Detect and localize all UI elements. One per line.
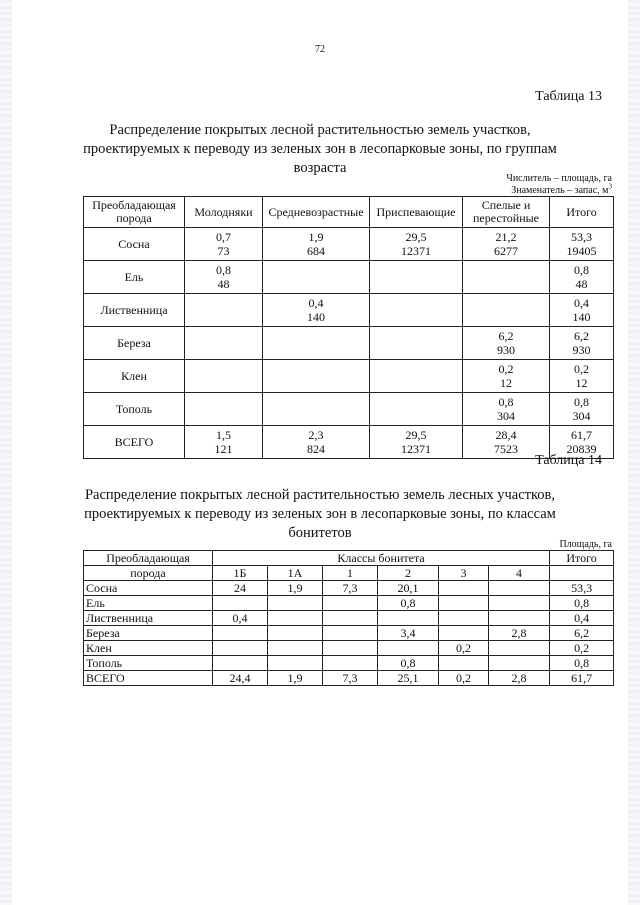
value-cell — [213, 626, 268, 641]
value-cell — [550, 327, 614, 360]
area-value: 53,3 — [571, 230, 592, 244]
table-row — [84, 626, 614, 641]
value-cell — [378, 611, 439, 626]
value-cell — [185, 228, 263, 261]
area-value: 29,5 — [405, 230, 427, 244]
value-cell — [370, 294, 463, 327]
value-cell — [463, 360, 550, 393]
table-row — [84, 228, 614, 261]
value-cell: 24,4 — [213, 671, 268, 686]
value-cell — [268, 596, 323, 611]
value-cell: 61,7 — [550, 671, 614, 686]
value-cell — [263, 261, 370, 294]
value-cell — [439, 611, 489, 626]
value-cell: 2,8 — [489, 671, 550, 686]
stock-value: 121 — [214, 442, 233, 456]
value-cell — [185, 294, 263, 327]
value-cell — [185, 327, 263, 360]
table-13-title: Распределение покрытых лесной растительностью земель участков, проектируемых к переводу из зеленых зон в лесопарковые зоны, по группам возраста — [83, 122, 557, 176]
table-13 — [83, 196, 614, 459]
value-cell: 53,3 — [550, 581, 614, 596]
units-denominator: Знаменатель – запас, $м^3$ — [511, 182, 612, 196]
value-cell — [439, 581, 489, 596]
area-value: 0,2 — [498, 362, 514, 376]
header-cell: Спелые и перестойные — [463, 197, 550, 228]
species-cell: Береза — [84, 626, 213, 641]
area-value: 0,8 — [498, 395, 514, 409]
table-row — [84, 327, 614, 360]
value-cell — [550, 360, 614, 393]
table-row — [84, 393, 614, 426]
table-row — [84, 360, 614, 393]
area-value: 61,7 — [571, 428, 592, 442]
area-value: 21,2 — [495, 230, 517, 244]
value-cell — [263, 228, 370, 261]
value-cell: 2,8 — [489, 626, 550, 641]
value-cell: 0,2 — [439, 671, 489, 686]
area-value: 0,7 — [216, 230, 231, 244]
stock-value: 12 — [500, 376, 512, 390]
header-class-cell: 1 — [323, 566, 378, 581]
area-value: 0,4 — [574, 296, 589, 310]
value-cell — [185, 426, 263, 459]
value-cell — [213, 641, 268, 656]
value-cell — [550, 261, 614, 294]
value-cell — [489, 581, 550, 596]
value-cell — [489, 656, 550, 671]
header-total: Итого — [550, 551, 614, 566]
stock-value: 304 — [497, 409, 515, 423]
area-value: 6,2 — [498, 329, 514, 343]
value-cell — [268, 656, 323, 671]
value-cell: 0,2 — [550, 641, 614, 656]
table-14-title: Распределение покрытых лесной растительностью земель лесных участков, проектируемых к переводу из зеленых зон в лесопарковые зоны, по классам бонитетов — [84, 487, 556, 541]
value-cell: 7,3 — [323, 581, 378, 596]
value-cell: 24 — [213, 581, 268, 596]
header-bonitet-classes: Классы бонитета — [213, 551, 550, 566]
value-cell: 20,1 — [378, 581, 439, 596]
header-class-cell: 4 — [489, 566, 550, 581]
value-cell — [323, 641, 378, 656]
stock-value: 7523 — [494, 442, 518, 456]
header-total-cont — [550, 566, 614, 581]
value-cell — [263, 294, 370, 327]
stock-value: 140 — [572, 310, 591, 324]
area-value: 0,2 — [574, 362, 589, 376]
value-cell — [439, 656, 489, 671]
value-cell — [463, 261, 550, 294]
species-cell: Лиственница — [84, 294, 185, 327]
value-cell — [370, 327, 463, 360]
area-value: 0,8 — [216, 263, 231, 277]
species-cell: Береза — [84, 327, 185, 360]
value-cell — [463, 294, 550, 327]
table-14-units: Площадь, га — [559, 539, 612, 550]
value-cell — [268, 611, 323, 626]
value-cell — [185, 360, 263, 393]
value-cell — [263, 426, 370, 459]
header-cell: Приспевающие — [370, 197, 463, 228]
stock-value: 12371 — [401, 442, 431, 456]
area-value: 28,4 — [495, 428, 517, 442]
table-row — [84, 596, 614, 611]
species-cell: Тополь — [84, 393, 185, 426]
header-cell: Средневозрастные — [263, 197, 370, 228]
value-cell — [268, 626, 323, 641]
species-cell: Тополь — [84, 656, 213, 671]
value-cell — [323, 611, 378, 626]
value-cell — [439, 596, 489, 611]
species-cell: Клен — [84, 641, 213, 656]
table-13-header-row — [84, 197, 614, 228]
value-cell: 0,8 — [378, 656, 439, 671]
value-cell: 1,9 — [268, 581, 323, 596]
value-cell — [370, 261, 463, 294]
value-cell — [370, 228, 463, 261]
value-cell: 0,8 — [550, 596, 614, 611]
table-row — [84, 641, 614, 656]
table-row — [84, 671, 614, 686]
stock-value: 12 — [575, 376, 588, 390]
header-class-cell: 3 — [439, 566, 489, 581]
value-cell — [463, 228, 550, 261]
stock-value: 140 — [307, 310, 325, 324]
value-cell: 25,1 — [378, 671, 439, 686]
value-cell — [370, 426, 463, 459]
table-14-header-row-1 — [84, 551, 614, 566]
header-class-cell: 1А — [268, 566, 323, 581]
stock-value: 48 — [217, 277, 230, 291]
value-cell — [378, 641, 439, 656]
species-cell: Сосна — [84, 228, 185, 261]
species-cell: Клен — [84, 360, 185, 393]
stock-value: 20839 — [566, 442, 597, 456]
area-value: 6,2 — [574, 329, 589, 343]
table-row — [84, 581, 614, 596]
scan-edge-right — [628, 0, 640, 905]
table-13-units — [506, 173, 612, 197]
value-cell: 0,8 — [378, 596, 439, 611]
value-cell — [439, 626, 489, 641]
stock-value: 19405 — [566, 244, 597, 258]
stock-value: 930 — [497, 343, 515, 357]
stock-value: 304 — [572, 409, 591, 423]
value-cell — [489, 641, 550, 656]
species-cell: ВСЕГО — [84, 426, 185, 459]
header-cell: Преобладающая порода — [84, 197, 185, 228]
species-cell: Ель — [84, 596, 213, 611]
value-cell: 0,4 — [550, 611, 614, 626]
header-class-cell: 1Б — [213, 566, 268, 581]
value-cell — [489, 611, 550, 626]
value-cell — [263, 360, 370, 393]
units-numerator: Числитель – площадь, га — [506, 173, 612, 184]
header-species: Преобладающая — [84, 551, 213, 566]
table-14-label: Таблица 14 — [535, 453, 602, 468]
value-cell — [323, 596, 378, 611]
stock-value: 6277 — [494, 244, 518, 258]
value-cell — [263, 327, 370, 360]
scan-edge-left — [0, 0, 12, 905]
value-cell — [323, 626, 378, 641]
stock-value: 684 — [307, 244, 325, 258]
table-row — [84, 294, 614, 327]
area-value: 1,9 — [308, 230, 324, 244]
table-row — [84, 611, 614, 626]
value-cell — [370, 360, 463, 393]
stock-value: 48 — [575, 277, 588, 291]
value-cell — [213, 656, 268, 671]
area-value: 0,8 — [574, 395, 589, 409]
value-cell: 0,2 — [439, 641, 489, 656]
table-row — [84, 426, 614, 459]
stock-value: 12371 — [401, 244, 431, 258]
value-cell: 1,9 — [268, 671, 323, 686]
value-cell: 7,3 — [323, 671, 378, 686]
table-14-header-row-2 — [84, 566, 614, 581]
value-cell: 0,4 — [213, 611, 268, 626]
table-14 — [83, 550, 614, 686]
header-cell: Молодняки — [185, 197, 263, 228]
table-13-label: Таблица 13 — [535, 89, 602, 104]
area-value: 29,5 — [405, 428, 427, 442]
value-cell — [185, 393, 263, 426]
value-cell: 3,4 — [378, 626, 439, 641]
page-number: 72 — [315, 44, 325, 55]
area-value: 2,3 — [308, 428, 324, 442]
value-cell — [463, 393, 550, 426]
value-cell — [323, 656, 378, 671]
value-cell — [370, 393, 463, 426]
species-cell: Ель — [84, 261, 185, 294]
area-value: 1,5 — [216, 428, 231, 442]
value-cell — [268, 641, 323, 656]
header-class-cell: 2 — [378, 566, 439, 581]
value-cell: 0,8 — [550, 656, 614, 671]
value-cell: 6,2 — [550, 626, 614, 641]
area-value: 0,8 — [574, 263, 589, 277]
stock-value: 824 — [307, 442, 325, 456]
value-cell — [489, 596, 550, 611]
value-cell — [263, 393, 370, 426]
value-cell — [550, 228, 614, 261]
stock-value: 930 — [572, 343, 591, 357]
species-cell: ВСЕГО — [84, 671, 213, 686]
species-cell: Сосна — [84, 581, 213, 596]
value-cell — [550, 294, 614, 327]
header-species-cont: порода — [84, 566, 213, 581]
table-row — [84, 656, 614, 671]
species-cell: Лиственница — [84, 611, 213, 626]
stock-value: 73 — [217, 244, 230, 258]
value-cell — [550, 393, 614, 426]
value-cell — [185, 261, 263, 294]
value-cell — [213, 596, 268, 611]
table-row — [84, 261, 614, 294]
area-value: 0,4 — [308, 296, 324, 310]
value-cell — [463, 327, 550, 360]
header-cell: Итого — [550, 197, 614, 228]
